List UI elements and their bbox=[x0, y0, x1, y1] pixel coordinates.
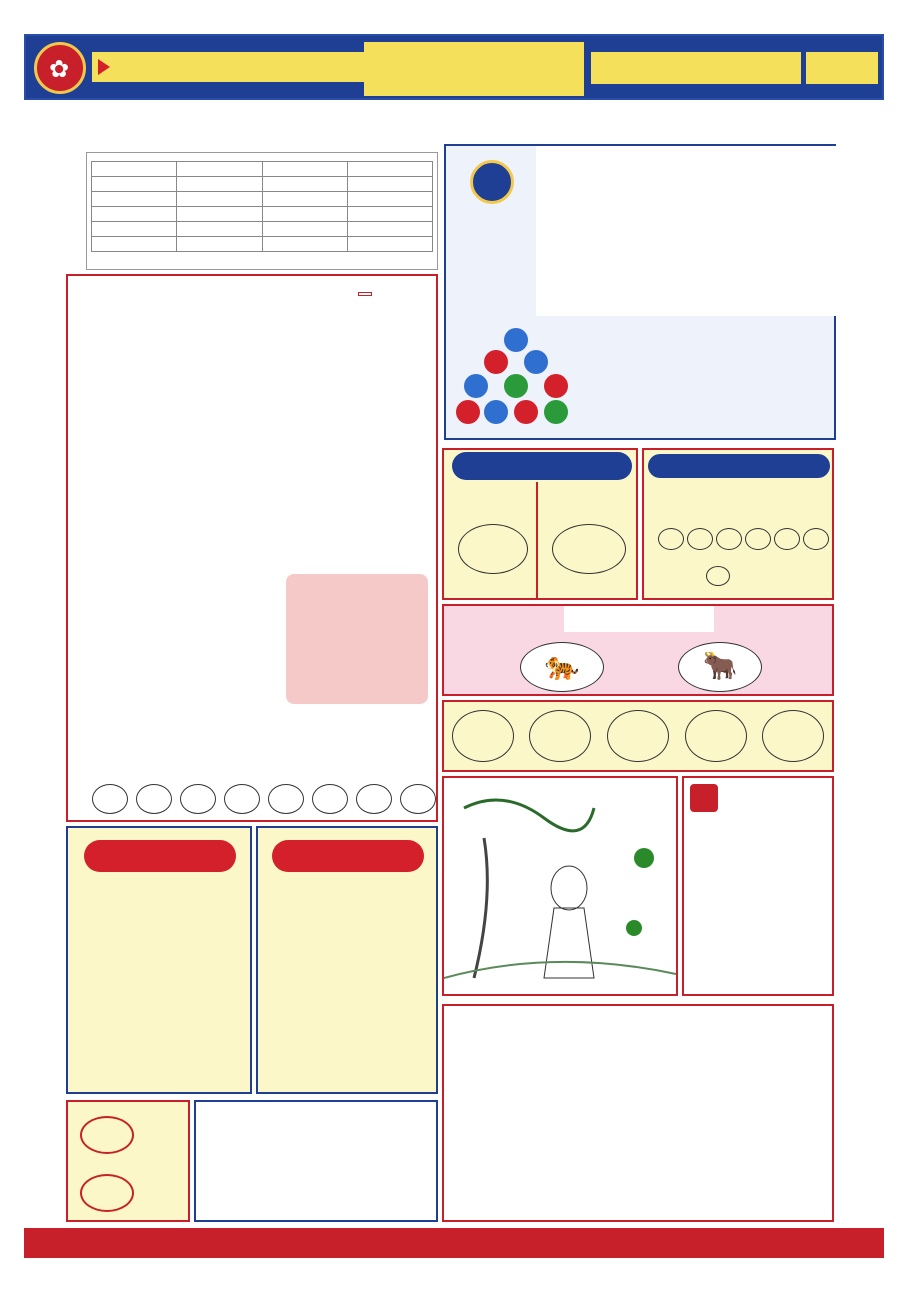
pick-ball bbox=[180, 784, 216, 814]
scholar-illustration bbox=[442, 776, 678, 996]
pick-ball bbox=[92, 784, 128, 814]
result-title bbox=[648, 454, 830, 478]
bauhinia-logo-icon: ✿ bbox=[34, 42, 86, 94]
lottery-balls-icon bbox=[456, 326, 586, 436]
result-ball bbox=[745, 528, 771, 550]
issue-info bbox=[591, 52, 801, 84]
scholar-drawing-icon bbox=[444, 778, 676, 994]
marksix-top-strip bbox=[30, 114, 880, 134]
lucky-ball bbox=[685, 710, 747, 762]
masthead-title bbox=[364, 42, 584, 96]
one-word-panel bbox=[682, 776, 834, 996]
special-code-title bbox=[452, 452, 632, 480]
divider bbox=[536, 482, 538, 600]
lucky-ball bbox=[529, 710, 591, 762]
cover-graphic bbox=[444, 144, 836, 440]
zodiac-poem-title bbox=[272, 840, 424, 872]
lucky-zodiac-title bbox=[564, 606, 714, 632]
result-ball bbox=[803, 528, 829, 550]
table-row bbox=[92, 192, 433, 207]
confidential-tag bbox=[358, 292, 372, 296]
table-row bbox=[92, 177, 433, 192]
secret-chart-box bbox=[286, 574, 428, 704]
pick-ball bbox=[356, 784, 392, 814]
pick-ball bbox=[312, 784, 348, 814]
pick-ball bbox=[400, 784, 436, 814]
result-ball bbox=[687, 528, 713, 550]
table-header bbox=[347, 162, 432, 177]
marksix-right-strip bbox=[848, 140, 872, 1220]
gold-tips-panel bbox=[194, 1100, 438, 1222]
masthead bbox=[24, 34, 884, 100]
marksix-left-strip bbox=[28, 140, 52, 1220]
special-left-char bbox=[458, 524, 528, 574]
count-ball-1 bbox=[80, 1116, 134, 1154]
result-numbers bbox=[658, 528, 829, 550]
table-header bbox=[177, 162, 262, 177]
lucky-zodiac-panel bbox=[442, 604, 834, 696]
count-ball-2 bbox=[80, 1174, 134, 1212]
special-right-char bbox=[552, 524, 626, 574]
result-ball bbox=[658, 528, 684, 550]
hot-numbers-table-panel bbox=[86, 152, 438, 270]
ox-icon: 🐂 bbox=[678, 642, 762, 692]
prediction-title bbox=[84, 840, 236, 872]
table-row bbox=[92, 207, 433, 222]
tiger-icon: 🐅 bbox=[520, 642, 604, 692]
lucky-ball bbox=[762, 710, 824, 762]
distribution-notice bbox=[92, 52, 377, 82]
meeting-record-panel bbox=[66, 274, 438, 822]
special-code-panel bbox=[442, 448, 638, 600]
table-header bbox=[262, 162, 347, 177]
lucky-ball bbox=[452, 710, 514, 762]
horse-logo-icon bbox=[470, 160, 514, 204]
lucky-ball bbox=[607, 710, 669, 762]
prediction-panel bbox=[66, 826, 252, 1094]
pick-ball bbox=[268, 784, 304, 814]
pick-ball bbox=[136, 784, 172, 814]
result-ball bbox=[774, 528, 800, 550]
footer-notice bbox=[24, 1228, 884, 1258]
result-special bbox=[706, 566, 730, 590]
picks-row bbox=[92, 784, 436, 814]
almanac-panel bbox=[442, 1004, 834, 1222]
lucky-numbers-row bbox=[442, 700, 834, 772]
table-row bbox=[92, 237, 433, 252]
count-panel bbox=[66, 1100, 190, 1222]
result-ball bbox=[716, 528, 742, 550]
cover-whiteout bbox=[536, 146, 836, 316]
hot-numbers-table bbox=[91, 161, 433, 252]
table-header bbox=[92, 162, 177, 177]
table-row bbox=[92, 222, 433, 237]
zodiac-poem-panel bbox=[256, 826, 438, 1094]
edition-label bbox=[806, 52, 878, 84]
seal-icon bbox=[690, 784, 718, 812]
draw-result-panel bbox=[642, 448, 834, 600]
pick-ball bbox=[224, 784, 260, 814]
